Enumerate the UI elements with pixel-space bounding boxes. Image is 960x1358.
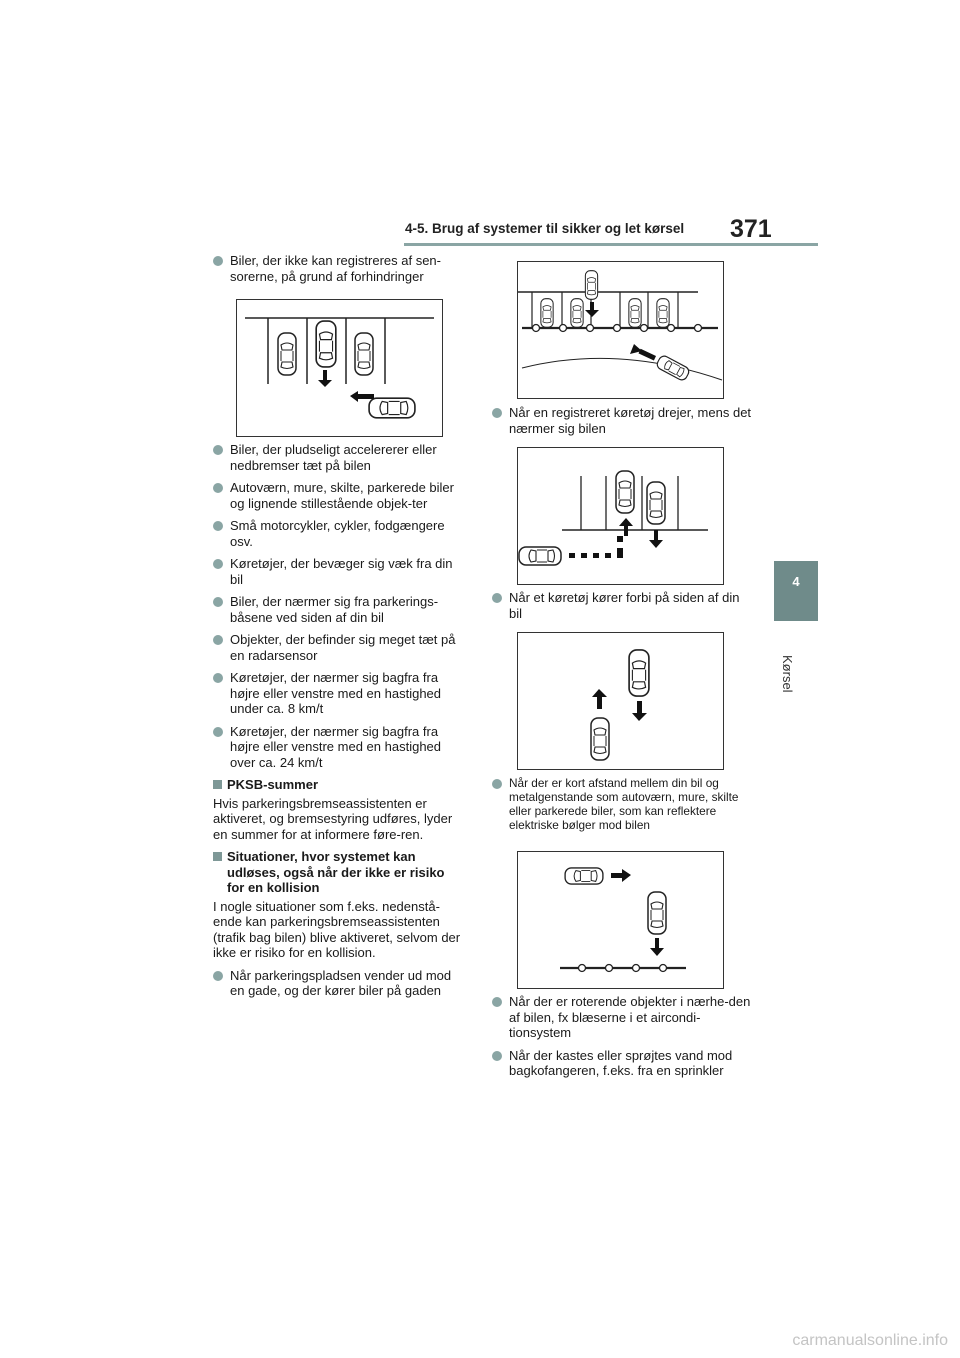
left-column [213, 253, 463, 284]
list-item: Biler, der ikke kan registreres af sen-sorerne, på grund af forhindringer [213, 253, 463, 284]
list-item: Køretøjer, der nærmer sig bagfra fra højre eller venstre med en hastighed under ca. 8 km/t [213, 670, 463, 717]
list-item: Når der er kort afstand mellem din bil og metalgenstande som autoværn, mure, skilte eller parkerede biler, som kan reflektere elektriske bølger mod bilen [492, 776, 754, 832]
list-item: Små motorcykler, cykler, fodgængere osv. [213, 518, 463, 549]
list-item: Autoværn, mure, skilte, parkerede biler og lignende stillestående objek-ter [213, 480, 463, 511]
right-bullet-3-wrap [492, 776, 754, 832]
figure-turning-vehicle [517, 447, 724, 585]
section-title: 4-5. Brug af systemer til sikker og let kørsel [405, 221, 685, 236]
list-item: Når parkeringspladsen vender ud mod en gade, og der kører biler på gaden [213, 968, 463, 999]
list-item: Når et køretøj kører forbi på siden af din bil [492, 590, 754, 621]
paragraph-situations: I nogle situationer som f.eks. nedenstå-ende kan parkeringsbremseassistenten (trafik bag bilen) blive aktiveret, selvom der ikke er risiko for en kollision. [213, 898, 461, 960]
list-item: Når der kastes eller sprøjtes vand mod bagkofangeren, f.eks. fra en sprinkler [492, 1048, 754, 1079]
list-item: Når en registreret køretøj drejer, mens det nærmer sig bilen [492, 405, 754, 436]
watermark: carmanualsonline.info [792, 1332, 948, 1349]
section-heading-situations: Situationer, hvor systemet kan udløses, også når der ikke er risiko for en kollision [213, 849, 463, 896]
figure-passing-vehicle [517, 632, 724, 770]
list-item: Biler, der nærmer sig fra parkerings-båsene ved siden af din bil [213, 594, 463, 625]
list-item: Når der er roterende objekter i nærhe-den af bilen, fx blæserne i et aircondi-tionsystem [492, 994, 754, 1041]
list-item: Objekter, der befinder sig meget tæt på en radarsensor [213, 632, 463, 663]
list-item: Biler, der pludseligt accelererer eller nedbremser tæt på bilen [213, 442, 463, 473]
figure-metal-objects [517, 851, 724, 989]
paragraph-pksb: Hvis parkeringsbremseassistenten er aktiveret, og bremsestyring udføres, lyder en summer for at informere føre-ren. [213, 795, 453, 842]
chapter-number: 4 [792, 574, 800, 589]
right-list-bottom [492, 994, 754, 1079]
figure-obstructed-cars [236, 299, 443, 437]
header-rule [404, 243, 818, 246]
list-item: Køretøjer, der nærmer sig bagfra fra højre eller venstre med en hastighed over ca. 24 km/t [213, 724, 463, 771]
figure-street-parking [517, 261, 724, 399]
section-heading-pksb: PKSB-summer [213, 777, 463, 793]
right-bullet-1-wrap [492, 405, 754, 436]
chapter-tab [774, 561, 818, 621]
list-item: Køretøjer, der bevæger sig væk fra din bil [213, 556, 463, 587]
right-bullet-2-wrap [492, 590, 754, 621]
left-list [213, 442, 463, 999]
chapter-label: Kørsel [780, 655, 795, 693]
page-number: 371 [730, 215, 772, 243]
